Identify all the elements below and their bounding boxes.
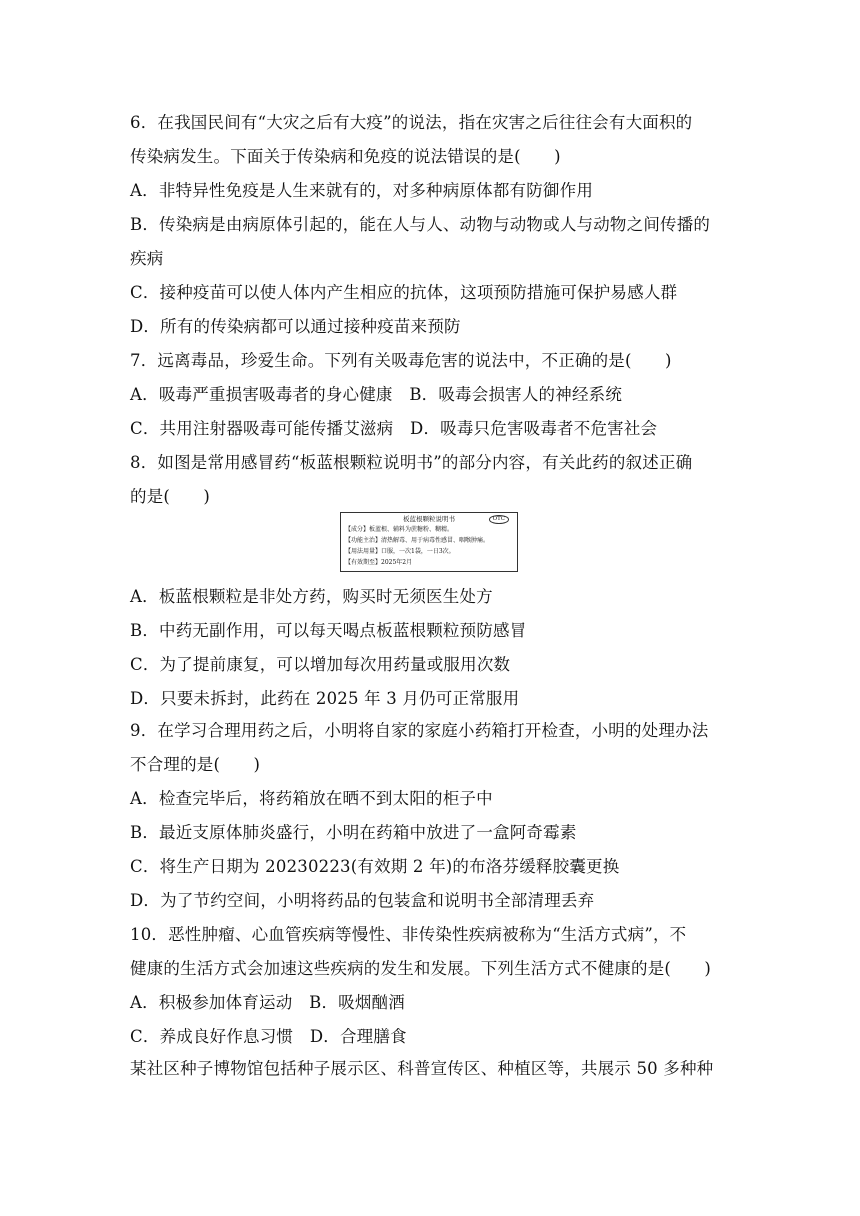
q6-option-a: A．非特异性免疫是人生来就有的，对多种病原体都有防御作用 (130, 181, 594, 200)
figure-row-dosage: 【用法用量】口服，一次1袋，一日3次。 (345, 548, 455, 555)
q10-options-cd: C．养成良好作息习惯 D．合理膳食 (130, 1027, 407, 1046)
q7-stem: 7．远离毒品，珍爱生命。下列有关吸毒危害的说法中，不正确的是( ) (130, 351, 672, 370)
q6-option-b-cont: 疾病 (130, 249, 164, 268)
q7-options-ab: A．吸毒严重损害吸毒者的身心健康 B．吸毒会损害人的神经系统 (130, 385, 623, 404)
q10-stem-line-2: 健康的生活方式会加速这些疾病的发生和发展。下列生活方式不健康的是( ) (130, 959, 712, 978)
q6-option-b: B．传染病是由病原体引起的，能在人与人、动物与动物或人与动物之间传播的 (130, 215, 711, 234)
q8-option-c: C．为了提前康复，可以增加每次用药量或服用次数 (130, 655, 511, 674)
q9-option-b: B．最近支原体肺炎盛行，小明在药箱中放进了一盒阿奇霉素 (130, 823, 577, 842)
q8-stem-line-1: 8．如图是常用感冒药“板蓝根颗粒说明书”的部分内容，有关此药的叙述正确 (130, 453, 693, 472)
trailing-paragraph-line: 某社区种子博物馆包括种子展示区、科普宣传区、种植区等，共展示 50 多种种 (130, 1059, 714, 1078)
q6-option-d: D．所有的传染病都可以通过接种疫苗来预防 (130, 317, 461, 336)
q6-stem-line-1: 6．在我国民间有“大灾之后有大疫”的说法，指在灾害之后往往会有大面积的 (130, 113, 693, 132)
q9-option-a: A．检查完毕后，将药箱放在晒不到太阳的柜子中 (130, 789, 493, 808)
figure-row-ingredients: 【成分】板蓝根、辅料为蔗糖粉、糊精。 (345, 526, 454, 533)
q9-option-d: D．为了节约空间，小明将药品的包装盒和说明书全部清理丢弃 (130, 891, 595, 910)
q10-stem-line-1: 10．恶性肿瘤、心血管疾病等慢性、非传染性疾病被称为“生活方式病”，不 (130, 925, 687, 944)
q9-stem-line-2: 不合理的是( ) (130, 755, 261, 774)
q8-stem-line-2: 的是( ) (130, 487, 211, 506)
q8-option-a: A．板蓝根颗粒是非处方药，购买时无须医生处方 (130, 587, 493, 606)
q8-option-d: D．只要未拆封，此药在 2025 年 3 月仍可正常服用 (130, 689, 520, 708)
q8-option-b: B．中药无副作用，可以每天喝点板蓝根颗粒预防感冒 (130, 621, 527, 640)
figure-row-function: 【功能主治】清热解毒、用于病毒性感冒、咽喉肿痛。 (345, 537, 490, 544)
q9-option-c: C．将生产日期为 20230223(有效期 2 年)的布洛芬缓释胶囊更换 (130, 857, 620, 876)
q10-options-ab: A．积极参加体育运动 B．吸烟酗酒 (130, 993, 405, 1012)
q6-stem-line-2: 传染病发生。下面关于传染病和免疫的说法错误的是( ) (130, 147, 561, 166)
q6-option-c: C．接种疫苗可以使人体内产生相应的抗体，这项预防措施可保护易感人群 (130, 283, 678, 302)
figure-title: 板蓝根颗粒说明书 (403, 515, 455, 523)
medicine-label-figure (340, 512, 518, 572)
otc-badge: OTC (489, 515, 509, 524)
figure-row-expiry: 【有效期至】2025年2月 (345, 559, 413, 566)
q9-stem-line-1: 9．在学习合理用药之后，小明将自家的家庭小药箱打开检查，小明的处理办法 (130, 721, 709, 740)
q7-options-cd: C．共用注射器吸毒可能传播艾滋病 D．吸毒只危害吸毒者不危害社会 (130, 419, 658, 438)
